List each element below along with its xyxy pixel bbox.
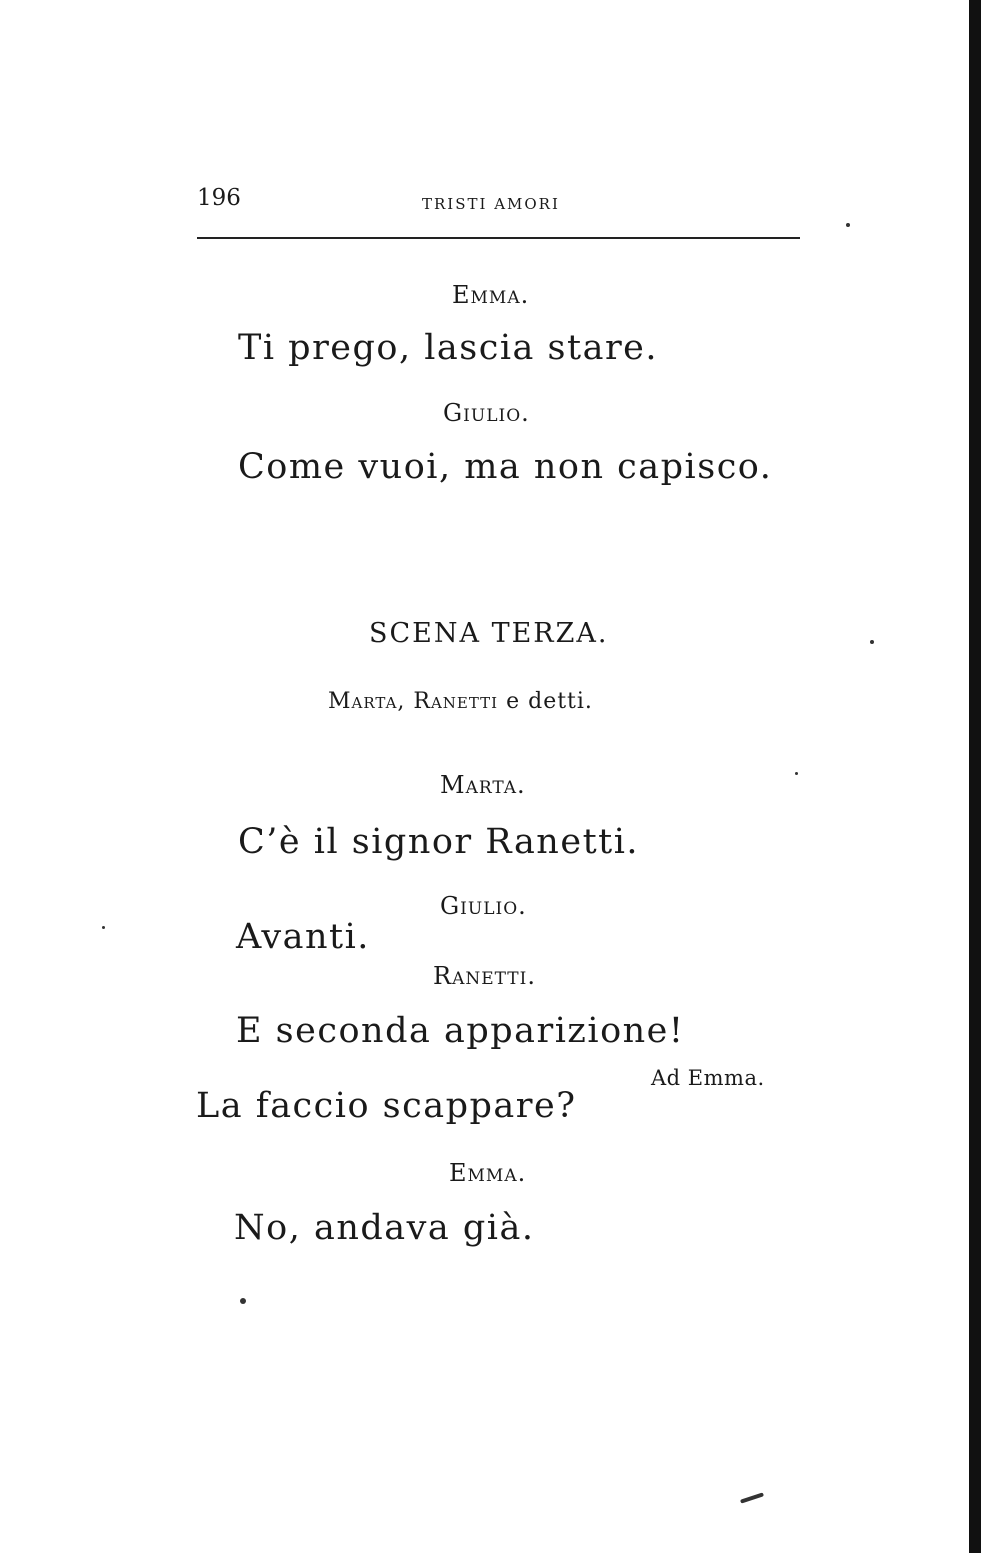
running-title: TRISTI AMORI [422, 195, 560, 213]
cast-list [328, 689, 593, 714]
scene-title: SCENA TERZA. [369, 618, 609, 649]
ink-speck [240, 1298, 246, 1304]
verse-line: Avanti. [236, 917, 370, 957]
speaker-giulio: Giulio. [440, 892, 527, 920]
verse-line: C’è il signor Ranetti. [238, 822, 640, 862]
stage-direction: Ad Emma. [651, 1066, 765, 1090]
speaker-giulio: Giulio. [443, 399, 530, 427]
page-number: 196 [197, 185, 241, 211]
speaker-marta: Marta. [440, 771, 526, 799]
verse-line: E seconda apparizione! [236, 1011, 685, 1051]
ink-speck [795, 772, 798, 775]
verse-line: No, andava già. [234, 1208, 535, 1248]
verse-line: Ti prego, lascia stare. [238, 328, 659, 368]
verse-line: Come vuoi, ma non capisco. [238, 447, 773, 487]
cast-rest: e detti. [506, 689, 593, 714]
ink-speck [870, 640, 874, 644]
speaker-ranetti: Ranetti. [433, 962, 536, 990]
ink-smudge [740, 1492, 764, 1503]
ink-speck [102, 926, 105, 929]
ink-speck [846, 223, 850, 227]
binding-edge [969, 0, 981, 1553]
speaker-emma: Emma. [452, 281, 530, 309]
verse-line: La faccio scappare? [196, 1086, 577, 1126]
cast-name-marta: Marta, [328, 689, 406, 714]
cast-name-ranetti: Ranetti [413, 689, 499, 714]
header-rule [197, 237, 800, 239]
speaker-emma: Emma. [449, 1159, 527, 1187]
